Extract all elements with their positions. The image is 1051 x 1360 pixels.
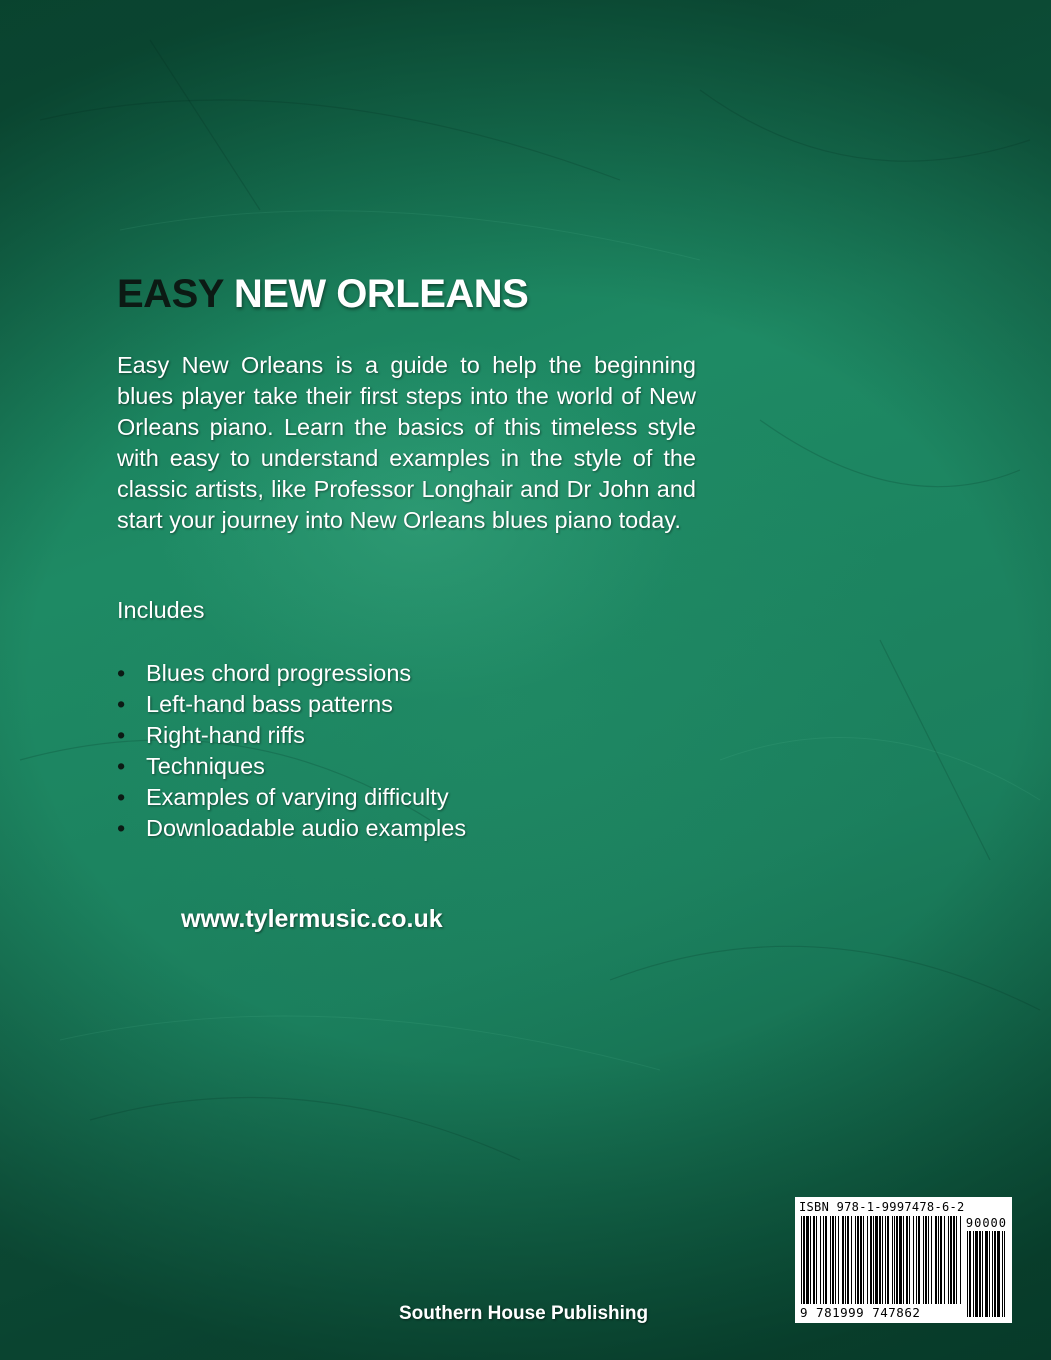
feature-text: Left-hand bass patterns	[146, 691, 393, 717]
bullet-icon: •	[117, 691, 126, 717]
barcode-addon-digits: 90000	[965, 1216, 1007, 1230]
feature-item	[117, 720, 466, 751]
bullet-icon: •	[117, 753, 126, 779]
bullet-icon: •	[117, 815, 126, 841]
title-easy: EASY	[117, 272, 224, 316]
book-title	[117, 272, 528, 317]
feature-item	[117, 751, 466, 782]
feature-item	[117, 782, 466, 813]
barcode-digits: 9 781999 747862	[800, 1305, 921, 1320]
feature-text: Downloadable audio examples	[146, 815, 467, 841]
feature-item	[117, 658, 466, 689]
isbn-barcode	[795, 1197, 1012, 1323]
website-link[interactable]: www.tylermusic.co.uk	[181, 905, 443, 933]
feature-item	[117, 813, 466, 844]
book-description: Easy New Orleans is a guide to help the beginning blues player take their first steps into the world of New Orleans piano. Learn the basics of this timeless style with easy to understand examples in the style of the classic artists, like Professor Longhair and Dr John and start your journey into New Orleans blues piano today.	[117, 352, 696, 533]
feature-text: Right-hand riffs	[146, 722, 305, 748]
isbn-label: ISBN 978-1-9997478-6-2	[799, 1200, 965, 1214]
publisher-name: Southern House Publishing	[399, 1303, 649, 1324]
bullet-icon: •	[117, 784, 126, 810]
title-new-orleans: NEW ORLEANS	[233, 272, 529, 316]
bullet-icon: •	[117, 722, 126, 748]
feature-text: Techniques	[146, 753, 265, 779]
feature-item	[117, 689, 466, 720]
features-list	[117, 658, 466, 844]
includes-heading: Includes	[117, 597, 205, 623]
feature-text: Examples of varying difficulty	[146, 784, 449, 810]
bullet-icon: •	[117, 660, 126, 686]
feature-text: Blues chord progressions	[146, 660, 412, 686]
